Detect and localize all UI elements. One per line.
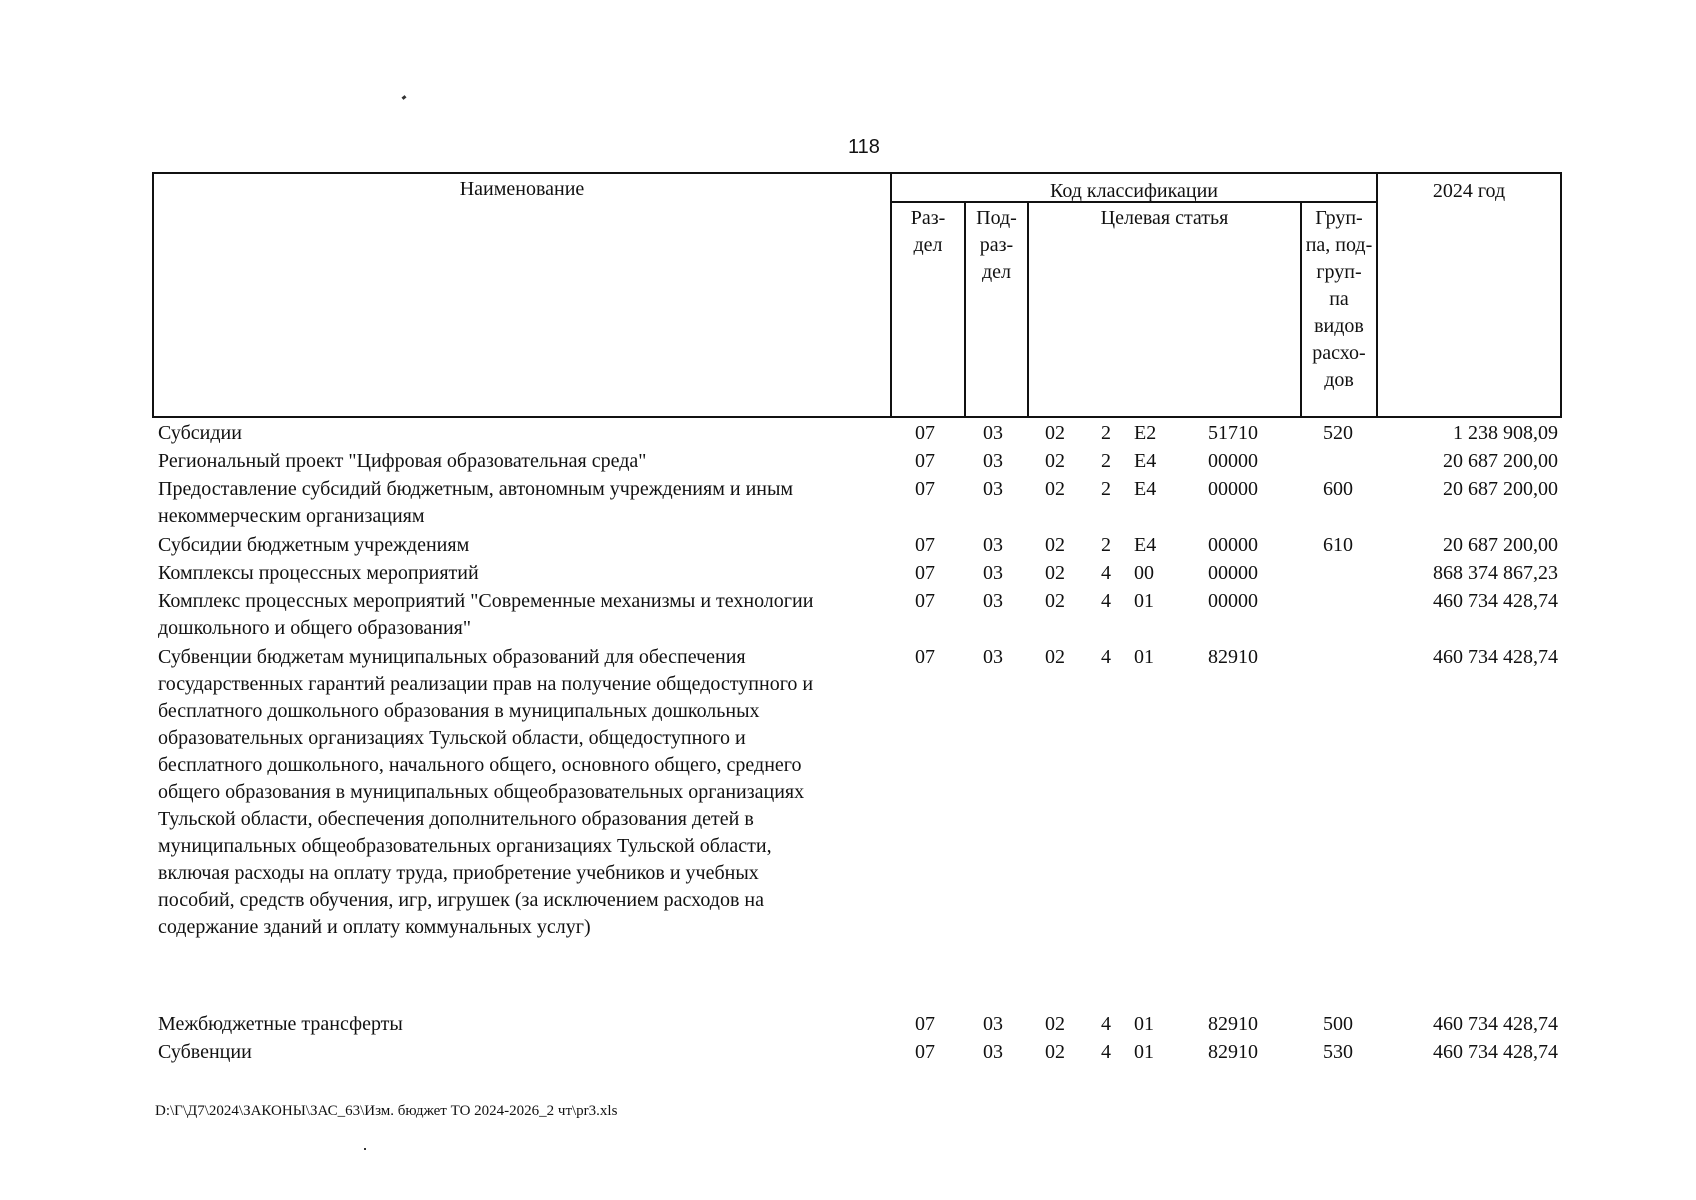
row-name — [158, 532, 878, 559]
row-name-line: дошкольного и общего образования" — [158, 617, 472, 639]
header-razdel-line: дел — [913, 234, 943, 256]
row-amount: 460 734 428,74 — [1433, 1041, 1558, 1063]
row-amount: 460 734 428,74 — [1433, 590, 1558, 612]
row-target-direction: 00000 — [1208, 534, 1258, 556]
row-name-line: некоммерческим организациям — [158, 505, 425, 527]
header-podrazdel — [966, 205, 1027, 286]
row-podrazdel: 03 — [983, 590, 1003, 612]
row-podrazdel: 03 — [983, 450, 1003, 472]
row-razdel: 07 — [915, 478, 935, 500]
row-name-line: Комплексы процессных мероприятий — [158, 562, 479, 584]
row-target-direction: 82910 — [1208, 1041, 1258, 1063]
row-expense-group: 500 — [1323, 1013, 1353, 1035]
row-name-line: пособий, средств обучения, игр, игрушек (за исключением расходов на — [158, 889, 765, 911]
row-name-line: Региональный проект "Цифровая образовательная среда" — [158, 450, 647, 472]
row-target-program: 02 — [1045, 450, 1065, 472]
row-name-line: бесплатного дошкольного образования в муниципальных дошкольных — [158, 700, 760, 722]
header-group-line: груп- — [1316, 261, 1362, 283]
row-name — [158, 644, 878, 941]
header-group-line: дов — [1324, 369, 1354, 391]
row-amount: 20 687 200,00 — [1443, 450, 1558, 472]
row-target-type: 2 — [1101, 534, 1111, 556]
row-target-program: 02 — [1045, 562, 1065, 584]
row-name-line: Субсидии — [158, 422, 242, 444]
scan-artifact-mark — [402, 95, 407, 100]
row-target-program: 02 — [1045, 1041, 1065, 1063]
header-podrazdel-line: Под- — [976, 207, 1017, 229]
row-target-subprogram: Е2 — [1134, 422, 1157, 444]
row-razdel: 07 — [915, 1013, 935, 1035]
row-target-subprogram: 00 — [1134, 562, 1154, 584]
row-target-direction: 82910 — [1208, 646, 1258, 668]
row-target-program: 02 — [1045, 534, 1065, 556]
row-target-type: 2 — [1101, 478, 1111, 500]
row-podrazdel: 03 — [983, 478, 1003, 500]
row-name-line: общего образования в муниципальных общеобразовательных организациях — [158, 781, 805, 803]
row-target-subprogram: 01 — [1134, 646, 1154, 668]
row-expense-group: 610 — [1323, 534, 1353, 556]
row-name-line: Субвенции — [158, 1041, 252, 1063]
header-target-article: Целевая статья — [1100, 207, 1229, 229]
row-podrazdel: 03 — [983, 534, 1003, 556]
row-amount: 20 687 200,00 — [1443, 478, 1558, 500]
header-group — [1302, 205, 1376, 394]
row-target-type: 4 — [1101, 1041, 1111, 1063]
row-name — [158, 588, 878, 642]
row-name-line: содержание зданий и оплату коммунальных услуг) — [158, 916, 591, 938]
row-target-type: 4 — [1101, 1013, 1111, 1035]
row-expense-group: 600 — [1323, 478, 1353, 500]
row-amount: 20 687 200,00 — [1443, 534, 1558, 556]
row-name-line: Предоставление субсидий бюджетным, автономным учреждениям и иным — [158, 478, 794, 500]
row-expense-group: 530 — [1323, 1041, 1353, 1063]
row-name-line: образовательных организациях Тульской области, общедоступного и — [158, 727, 746, 749]
row-target-direction: 00000 — [1208, 478, 1258, 500]
row-target-direction: 00000 — [1208, 562, 1258, 584]
row-target-type: 4 — [1101, 590, 1111, 612]
page-number: 118 — [848, 136, 880, 158]
row-name-line: Межбюджетные трансферты — [158, 1013, 403, 1035]
header-group-line: Груп- — [1315, 207, 1363, 229]
row-name-line: Субвенции бюджетам муниципальных образований для обеспечения — [158, 646, 746, 668]
row-target-type: 2 — [1101, 422, 1111, 444]
row-name-line: включая расходы на оплату труда, приобретение учебников и учебных — [158, 862, 759, 884]
row-amount: 460 734 428,74 — [1433, 1013, 1558, 1035]
row-target-type: 2 — [1101, 450, 1111, 472]
header-group-line: видов — [1314, 315, 1364, 337]
row-podrazdel: 03 — [983, 1013, 1003, 1035]
row-name-line: бесплатного дошкольного, начального общего, основного общего, среднего — [158, 754, 802, 776]
divider-after-group — [1376, 174, 1378, 418]
header-group-line: расхо- — [1312, 342, 1366, 364]
row-name-line: государственных гарантий реализации прав на получение общедоступного и — [158, 673, 814, 695]
row-target-type: 4 — [1101, 646, 1111, 668]
row-name — [158, 476, 878, 530]
row-razdel: 07 — [915, 534, 935, 556]
row-target-type: 4 — [1101, 562, 1111, 584]
row-razdel: 07 — [915, 450, 935, 472]
row-amount: 868 374 867,23 — [1433, 562, 1558, 584]
header-razdel — [892, 205, 964, 259]
row-razdel: 07 — [915, 422, 935, 444]
header-group-line: па, под- — [1305, 234, 1373, 256]
row-name — [158, 420, 878, 447]
row-podrazdel: 03 — [983, 646, 1003, 668]
header-razdel-line: Раз- — [910, 207, 946, 229]
header-podrazdel-line: раз- — [979, 234, 1014, 256]
table-header — [152, 172, 1562, 418]
divider-after-podrazdel — [1027, 202, 1029, 418]
row-expense-group: 520 — [1323, 422, 1353, 444]
row-target-direction: 51710 — [1208, 422, 1258, 444]
row-target-program: 02 — [1045, 1013, 1065, 1035]
row-target-subprogram: 01 — [1134, 1041, 1154, 1063]
row-target-subprogram: 01 — [1134, 1013, 1154, 1035]
row-podrazdel: 03 — [983, 562, 1003, 584]
row-target-subprogram: Е4 — [1134, 450, 1157, 472]
row-razdel: 07 — [915, 562, 935, 584]
header-podrazdel-line: дел — [981, 261, 1012, 283]
row-name-line: муниципальных общеобразовательных организациях Тульской области, — [158, 835, 772, 857]
row-target-program: 02 — [1045, 646, 1065, 668]
row-podrazdel: 03 — [983, 422, 1003, 444]
scan-artifact-dot — [364, 1148, 366, 1150]
header-year: 2024 год — [1432, 180, 1506, 202]
row-target-direction: 82910 — [1208, 1013, 1258, 1035]
header-group-line: па — [1329, 288, 1349, 310]
header-classification: Код классификации — [1049, 180, 1219, 202]
file-path-footer: D:\Г\Д7\2024\ЗАКОНЫ\ЗАС_63\Изм. бюджет ТО 2024-2026_2 чт\pr3.xls — [155, 1103, 618, 1119]
row-name — [158, 448, 878, 475]
row-target-direction: 00000 — [1208, 450, 1258, 472]
row-razdel: 07 — [915, 1041, 935, 1063]
header-name: Наименование — [459, 178, 585, 200]
row-target-subprogram: Е4 — [1134, 534, 1157, 556]
row-target-program: 02 — [1045, 590, 1065, 612]
row-target-program: 02 — [1045, 478, 1065, 500]
row-target-subprogram: 01 — [1134, 590, 1154, 612]
row-target-direction: 00000 — [1208, 590, 1258, 612]
row-target-subprogram: Е4 — [1134, 478, 1157, 500]
row-name — [158, 1011, 878, 1038]
row-razdel: 07 — [915, 646, 935, 668]
row-name-line: Тульской области, обеспечения дополнительного образования детей в — [158, 808, 754, 830]
row-name — [158, 1039, 878, 1066]
row-podrazdel: 03 — [983, 1041, 1003, 1063]
row-amount: 460 734 428,74 — [1433, 646, 1558, 668]
row-razdel: 07 — [915, 590, 935, 612]
row-amount: 1 238 908,09 — [1453, 422, 1558, 444]
row-name — [158, 560, 878, 587]
row-target-program: 02 — [1045, 422, 1065, 444]
row-name-line: Комплекс процессных мероприятий "Современные механизмы и технологии — [158, 590, 814, 612]
row-name-line: Субсидии бюджетным учреждениям — [158, 534, 470, 556]
